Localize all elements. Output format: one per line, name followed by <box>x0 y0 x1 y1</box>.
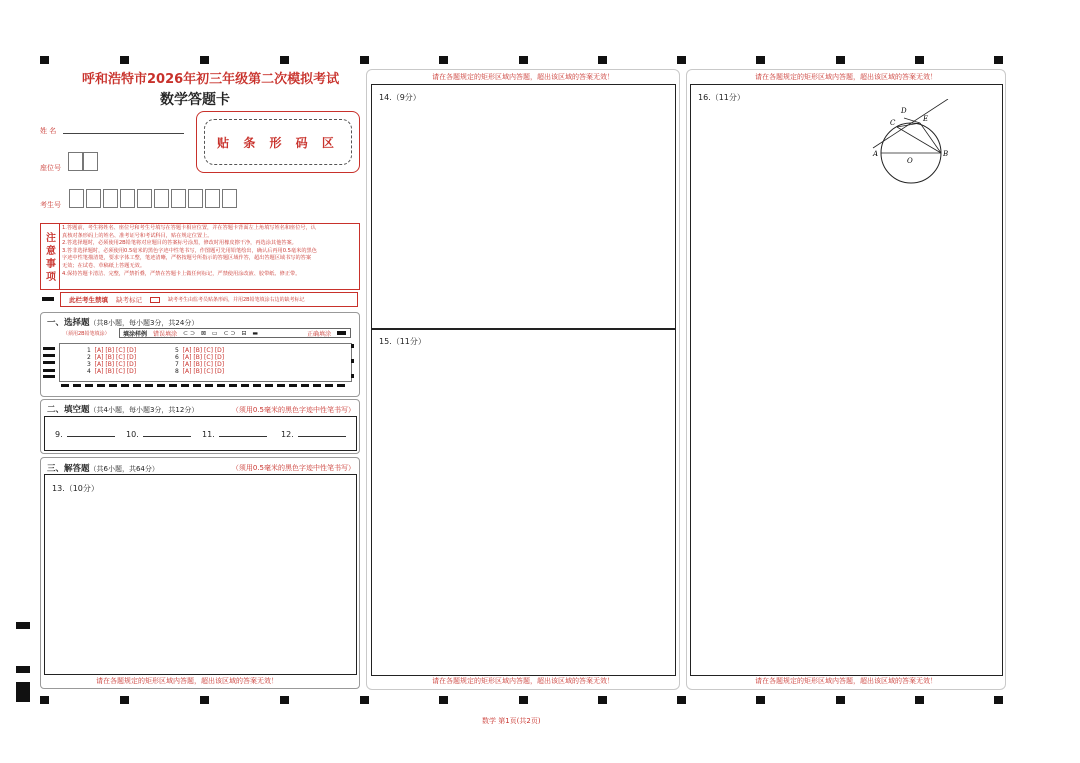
timing-mark <box>120 56 129 64</box>
timing-mark <box>40 56 49 64</box>
notes-list <box>62 225 357 278</box>
name-label: 姓 名 <box>40 127 57 135</box>
choice-options[interactable]: [A] [B] [C] [D] <box>182 347 225 354</box>
blank-number: 10. <box>126 430 139 439</box>
answer-line[interactable] <box>67 436 115 437</box>
blank-number: 12. <box>281 430 294 439</box>
choice-options[interactable]: [A] [B] [C] [D] <box>94 361 137 368</box>
id-digit-box[interactable] <box>69 189 84 208</box>
question-number: 3 <box>87 361 91 368</box>
timing-mark <box>200 56 209 64</box>
answer-line[interactable] <box>219 436 267 437</box>
answer-line[interactable] <box>143 436 191 437</box>
missing-exam-desc: 缺考考生由监考员贴条形码，并用2B铅笔填涂右边的缺考标记 <box>168 297 305 303</box>
boundary-notice: 请在各题规定的矩形区域内答题，超出该区域的答案无效！ <box>432 677 614 685</box>
question-number: 1 <box>87 347 91 354</box>
timing-mark <box>836 56 845 64</box>
question-number: 4 <box>87 368 91 375</box>
notes-heading-char: 项 <box>46 272 56 283</box>
timing-mark <box>915 696 924 704</box>
section3-title-text: 三、解答题 <box>47 464 90 474</box>
seat-label: 座位号 <box>40 164 61 172</box>
timing-mark <box>439 56 448 64</box>
q15-answer-box[interactable] <box>371 328 676 676</box>
row-mark <box>351 344 354 348</box>
row-mark <box>351 359 354 363</box>
wrong-fill-label: 错误填涂 <box>153 330 178 338</box>
q13-label: 13.（10分） <box>52 484 99 493</box>
page-footer: 数学 第1页(共2页) <box>482 717 541 725</box>
missing-mark-box[interactable] <box>150 297 160 303</box>
id-digit-box[interactable] <box>137 189 152 208</box>
section3-subtitle: （共6小题，共64分） <box>89 465 159 473</box>
edge-mark <box>16 622 30 629</box>
id-digit-box[interactable] <box>86 189 101 208</box>
timing-mark <box>994 696 1003 704</box>
question-number: 6 <box>175 354 179 361</box>
choice-row-3[interactable] <box>87 361 136 368</box>
label-e: E <box>923 115 929 123</box>
id-digit-box[interactable] <box>171 189 186 208</box>
section2-title <box>47 403 198 415</box>
notes-divider <box>59 224 60 289</box>
choice-options[interactable]: [A] [B] [C] [D] <box>94 368 137 375</box>
note-item: 3.答非选择题时，必须使用0.5毫米的黑色字迹中性笔书写，作图题可先用铅笔绘出，确认后再用0.5毫米的黑色 <box>62 247 317 254</box>
note-item: 真核对条形码上的姓名、准考证号和考试科目，贴在规定位置上。 <box>62 232 213 239</box>
choice-options[interactable]: [A] [B] [C] [D] <box>182 354 225 361</box>
note-item: 1.答题前，考生将姓名、座位号和考生号填写在答题卡相应位置，并在答题卡背面左上角填写姓名和座位号，认 <box>62 225 316 231</box>
timing-mark <box>280 56 289 64</box>
section1-subtitle: （共8小题，每小题3分，共24分） <box>89 319 199 327</box>
note-item: 2.答选择题时，必须使用2B铅笔将对应题目的答案标号涂黑，修改时用橡皮擦干净，再选涂其他答案。 <box>62 240 297 247</box>
label-d: D <box>901 107 907 115</box>
answer-line[interactable] <box>298 436 346 437</box>
notes-box <box>40 223 360 290</box>
timing-mark <box>756 696 765 704</box>
question-number: 2 <box>87 354 91 361</box>
row-mark <box>43 361 55 364</box>
missing-exam-bar <box>60 292 358 307</box>
section1-title <box>47 316 198 328</box>
barcode-label: 贴 条 形 码 区 <box>204 119 352 165</box>
timing-mark <box>519 56 528 64</box>
fill-example: 填涂样例 错误填涂 ⊂⊃ ⊠ ▭ ⊂⊃ ⊟ ▬ 正确填涂 <box>119 328 351 338</box>
choice-options[interactable]: [A] [B] [C] [D] <box>182 368 225 375</box>
segment-eb <box>920 123 941 153</box>
circle-diagram <box>861 99 956 189</box>
right-fill-label: 正确填涂 <box>306 330 331 338</box>
fill-example-label: 填涂样例 <box>123 330 148 338</box>
column-2 <box>366 69 680 690</box>
exam-title: 呼和浩特市2026年初三年级第二次模拟考试 <box>82 72 340 87</box>
timing-mark <box>677 56 686 64</box>
section2-hint: （须用0.5毫米的黑色字迹中性笔书写） <box>231 406 355 414</box>
choice-row-7[interactable] <box>175 361 224 368</box>
label-a: A <box>873 150 879 158</box>
blank-9[interactable] <box>55 430 115 439</box>
edge-mark <box>42 297 54 301</box>
timing-mark <box>280 696 289 704</box>
q15-label: 15.（11分） <box>379 337 426 346</box>
q14-label: 14.（9分） <box>379 93 421 102</box>
timing-mark <box>40 696 49 704</box>
label-o: O <box>907 157 913 165</box>
q16-answer-box[interactable] <box>690 84 1003 676</box>
timing-mark <box>598 56 607 64</box>
timing-mark <box>756 56 765 64</box>
boundary-notice: 请在各题规定的矩形区域内答题，超出该区域的答案无效！ <box>755 677 937 685</box>
name-field[interactable] <box>63 133 184 134</box>
q13-answer-box[interactable] <box>44 474 357 675</box>
right-fill-sample <box>337 331 346 335</box>
id-digit-box[interactable] <box>188 189 203 208</box>
blank-12[interactable] <box>281 430 346 439</box>
row-mark <box>43 375 55 378</box>
edge-mark <box>16 666 30 673</box>
row-mark <box>43 354 55 357</box>
answer-sheet-title: 数学答题卡 <box>160 92 230 108</box>
note-item: 4.保持答题卡清洁、完整，严禁折叠，严禁在答题卡上做任何标记，严禁使用涂改液、胶带纸、修正带。 <box>62 270 301 277</box>
choice-row-1[interactable] <box>87 347 136 354</box>
label-b: B <box>943 150 949 158</box>
boundary-notice: 请在各题规定的矩形区域内答题，超出该区域的答案无效！ <box>432 73 614 81</box>
choice-options[interactable]: [A] [B] [C] [D] <box>94 354 137 361</box>
id-digit-box[interactable] <box>205 189 220 208</box>
multiple-choice-section <box>40 312 360 397</box>
id-digit-box[interactable] <box>103 189 118 208</box>
timing-mark <box>120 696 129 704</box>
boundary-notice: 请在各题规定的矩形区域内答题，超出该区域的答案无效！ <box>755 73 937 81</box>
seat-digit-box[interactable] <box>68 152 83 171</box>
notes-heading <box>43 232 59 284</box>
section3-title <box>47 462 159 474</box>
blank-11[interactable] <box>202 430 267 439</box>
timing-mark <box>677 696 686 704</box>
choice-options[interactable]: [A] [B] [C] [D] <box>182 361 225 368</box>
question-number: 8 <box>175 368 179 375</box>
row-mark <box>43 369 55 372</box>
timing-mark <box>915 56 924 64</box>
id-digit-box[interactable] <box>222 189 237 208</box>
note-item: 字迹中性笔描清楚，要求字体工整，笔迹清晰，严格按题号所指示的答题区域作答，超出答题区域书写的答案 <box>62 255 312 262</box>
edge-mark <box>16 682 30 702</box>
barcode-area <box>196 111 360 173</box>
timing-mark <box>598 696 607 704</box>
section2-subtitle: （共4小题，每小题3分，共12分） <box>89 406 199 414</box>
fill-blank-section <box>40 399 360 454</box>
timing-mark <box>519 696 528 704</box>
notes-heading-char: 注 <box>46 233 56 244</box>
choice-options[interactable]: [A] [B] [C] [D] <box>94 347 137 354</box>
id-digit-box[interactable] <box>120 189 135 208</box>
timing-mark <box>200 696 209 704</box>
question-number: 7 <box>175 361 179 368</box>
timing-dash-row <box>61 384 345 387</box>
blank-number: 11. <box>202 430 215 439</box>
blank-number: 9. <box>55 430 63 439</box>
section2-title-text: 二、填空题 <box>47 405 90 415</box>
timing-mark <box>836 696 845 704</box>
blank-10[interactable] <box>126 430 191 439</box>
section3-hint: （须用0.5毫米的黑色字迹中性笔书写） <box>231 464 355 472</box>
choice-row-5[interactable] <box>175 347 224 354</box>
row-mark <box>43 347 55 350</box>
seat-digit-box[interactable] <box>83 152 98 171</box>
timing-mark <box>994 56 1003 64</box>
id-digit-box[interactable] <box>154 189 169 208</box>
row-mark <box>351 374 354 378</box>
missing-exam-text: 此栏考生禁填 <box>69 296 108 304</box>
timing-mark <box>360 56 369 64</box>
fill-blank-area <box>44 416 357 451</box>
notes-heading-char: 事 <box>46 259 56 270</box>
tangent-line <box>873 99 948 148</box>
label-c: C <box>890 119 896 127</box>
choice-row-6[interactable] <box>175 354 224 361</box>
student-id-label: 考生号 <box>40 201 61 209</box>
q14-answer-box[interactable] <box>371 84 676 330</box>
solution-section <box>40 457 360 689</box>
choice-row-2[interactable] <box>87 354 136 361</box>
note-item: 无效；在试卷、草稿纸上答题无效。 <box>62 262 146 269</box>
section1-hint: （须用2B铅笔填涂） <box>63 331 110 337</box>
section1-title-text: 一、选择题 <box>47 318 90 328</box>
q16-label: 16.（11分） <box>698 93 745 102</box>
choice-row-4[interactable] <box>87 368 136 375</box>
chord-cb <box>897 127 941 153</box>
notes-heading-char: 意 <box>46 246 56 257</box>
timing-mark <box>360 696 369 704</box>
missing-mark-label: 缺考标记 <box>116 296 142 304</box>
boundary-notice: 请在各题规定的矩形区域内答题，超出该区域的答案无效！ <box>96 677 278 685</box>
timing-mark <box>439 696 448 704</box>
choice-row-8[interactable] <box>175 368 224 375</box>
question-number: 5 <box>175 347 179 354</box>
column-3 <box>686 69 1006 690</box>
